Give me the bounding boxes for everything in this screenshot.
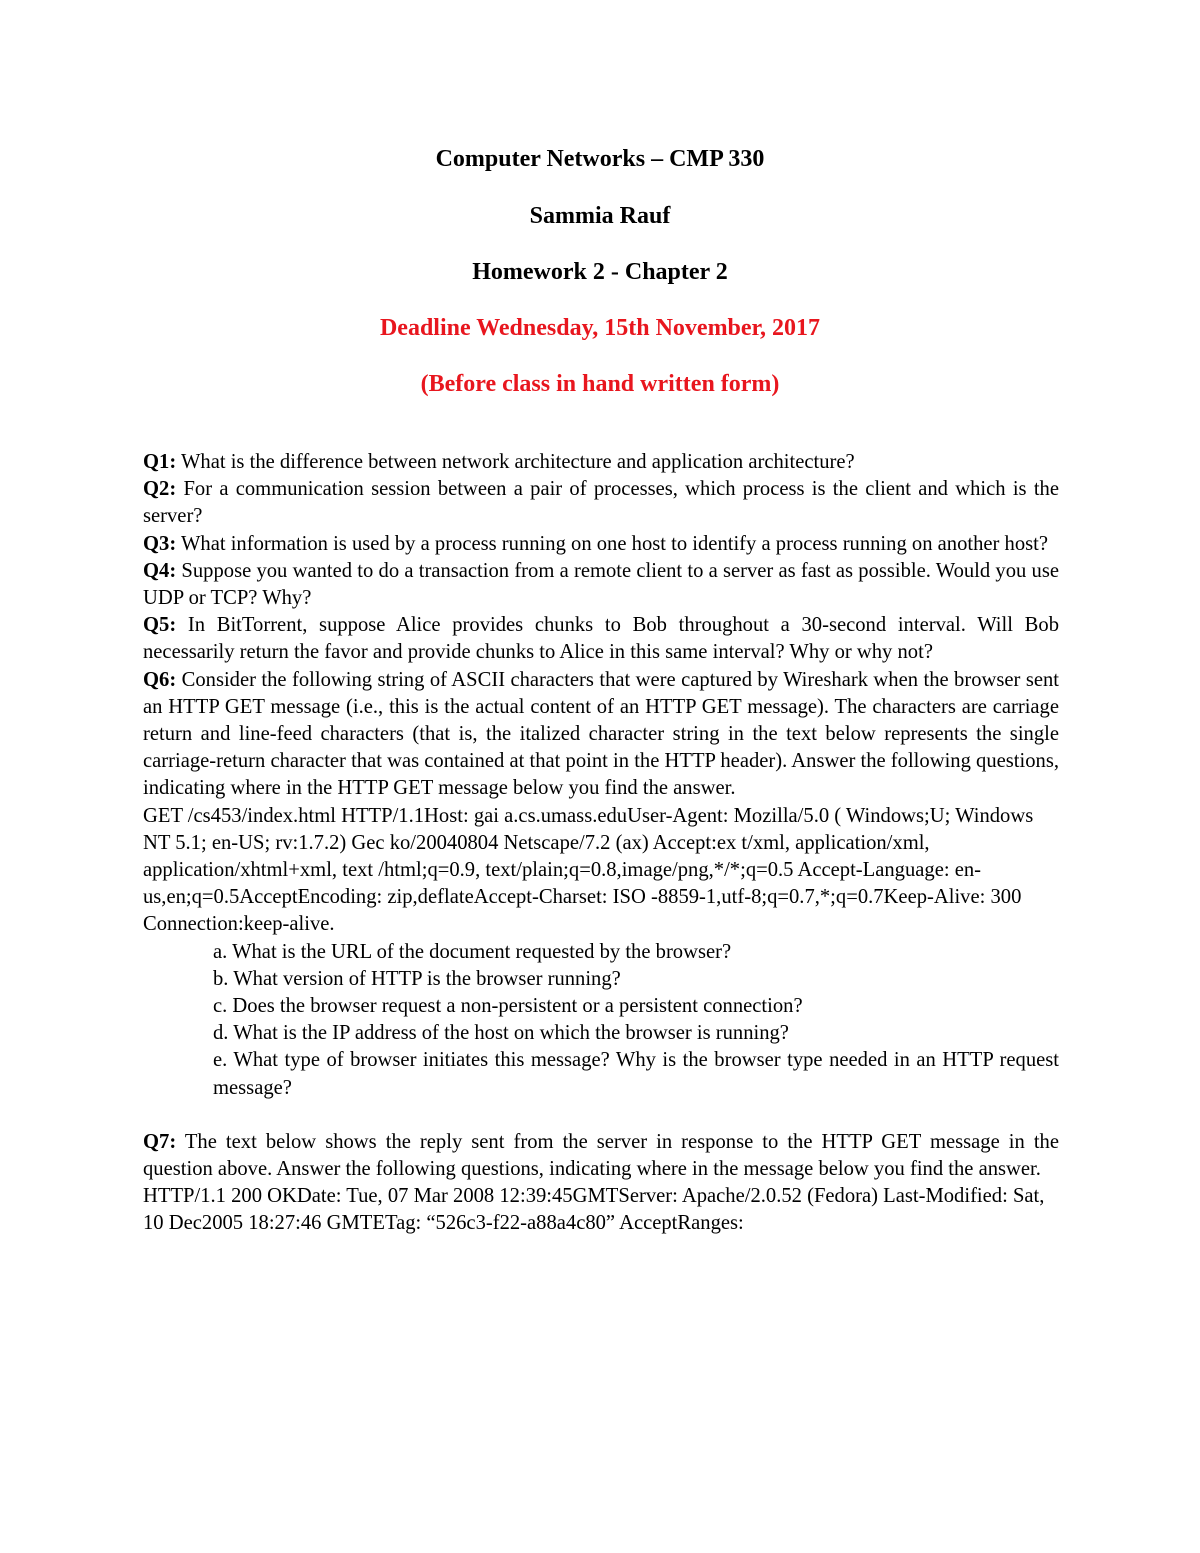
q6-subquestion-d: d. What is the IP address of the host on which the browser is running?	[213, 1022, 789, 1045]
q6-subquestion-c: c. Does the browser request a non-persistent or a persistent connection?	[213, 995, 803, 1018]
question-q4	[143, 558, 1059, 612]
submission-note: (Before class in hand written form)	[420, 371, 780, 397]
q6-subquestion-a: a. What is the URL of the document requested by the browser?	[213, 940, 732, 963]
question-label: Q7:	[143, 1130, 177, 1153]
question-label: Q5:	[143, 614, 177, 637]
question-q5	[143, 612, 1059, 666]
question-q7	[143, 1129, 1059, 1183]
question-text: For a communication session between a pair of processes, which process is the client and which is the server?	[143, 478, 1059, 528]
question-text: What information is used by a process running on one host to identify a process running on another host?	[176, 532, 1049, 555]
instructor-name: Sammia Rauf	[529, 203, 671, 229]
question-q6	[143, 667, 1059, 803]
question-q1	[143, 449, 1059, 476]
http-reply-message: HTTP/1.1 200 OKDate: Tue, 07 Mar 2008 12:39:45GMTServer: Apache/2.0.52 (Fedora) Last-Modified: Sat, 10 Dec2005 18:27:46 GMTETag: “526c3-f22-a88a4c80” AcceptRanges:	[143, 1185, 1045, 1235]
question-label: Q2:	[143, 478, 177, 501]
question-text: Suppose you wanted to do a transaction from a remote client to a server as fast as possible. Would you use UDP or TCP? Why?	[143, 559, 1059, 610]
question-label: Q6:	[143, 668, 177, 691]
paragraph-spacer	[143, 1102, 1059, 1129]
deadline-line: Deadline Wednesday, 15th November, 2017	[379, 315, 821, 341]
homework-title: Homework 2 - Chapter 2	[472, 259, 728, 285]
question-q2	[143, 476, 1059, 530]
question-label: Q3:	[143, 532, 177, 555]
question-text: In BitTorrent, suppose Alice provides chunks to Bob throughout a 30-second interval. Will Bob necessarily return the favor and provide chunks to Alice in this same interval? Why or why not?	[143, 614, 1059, 664]
http-get-message: GET /cs453/index.html HTTP/1.1Host: gai a.cs.umass.eduUser-Agent: Mozilla/5.0 ( Windows;U; Windows NT 5.1; en-US; rv:1.7.2) Gec ko/20040804 Netscape/7.2 (ax) Accept:ex t/xml, application/xml, application/xhtml+xml, text /html;q=0.9, text/plain;q=0.8,image/png,*/*;q=0.5 Accept-Language: en-us,en;q=0.5AcceptEncoding: zip,deflateAccept-Charset: ISO -8859-1,utf-8;q=0.7,*;q=0.7Keep-Alive: 300 Connection:keep-alive.	[143, 804, 1034, 936]
q6-subquestion-e: e. What type of browser initiates this message? Why is the browser type needed in an HTTP request message?	[213, 1049, 1059, 1099]
q6-subquestion-list	[143, 939, 1059, 1102]
question-label: Q4:	[143, 559, 177, 582]
questions-body	[143, 449, 1059, 1238]
q6-subquestion-b: b. What version of HTTP is the browser running?	[213, 967, 621, 990]
course-title: Computer Networks – CMP 330	[435, 146, 765, 172]
question-text: The text below shows the reply sent from the server in response to the HTTP GET message in the question above. Answer the following questions, indicating where in the message below you find the answer.	[143, 1130, 1059, 1181]
question-label: Q1:	[143, 451, 177, 473]
question-text: What is the difference between network architecture and application architecture?	[176, 451, 855, 473]
question-text: Consider the following string of ASCII characters that were captured by Wireshark when the browser sent an HTTP GET message (i.e., this is the actual content of an HTTP GET message). The characters are carriage return and line-feed characters (that is, the italized character string in the text below represents the single carriage-return character that was contained at that point in the HTTP header). Answer the following questions, indicating where in the HTTP GET message below you find the answer.	[143, 668, 1059, 800]
question-q3	[143, 531, 1059, 558]
